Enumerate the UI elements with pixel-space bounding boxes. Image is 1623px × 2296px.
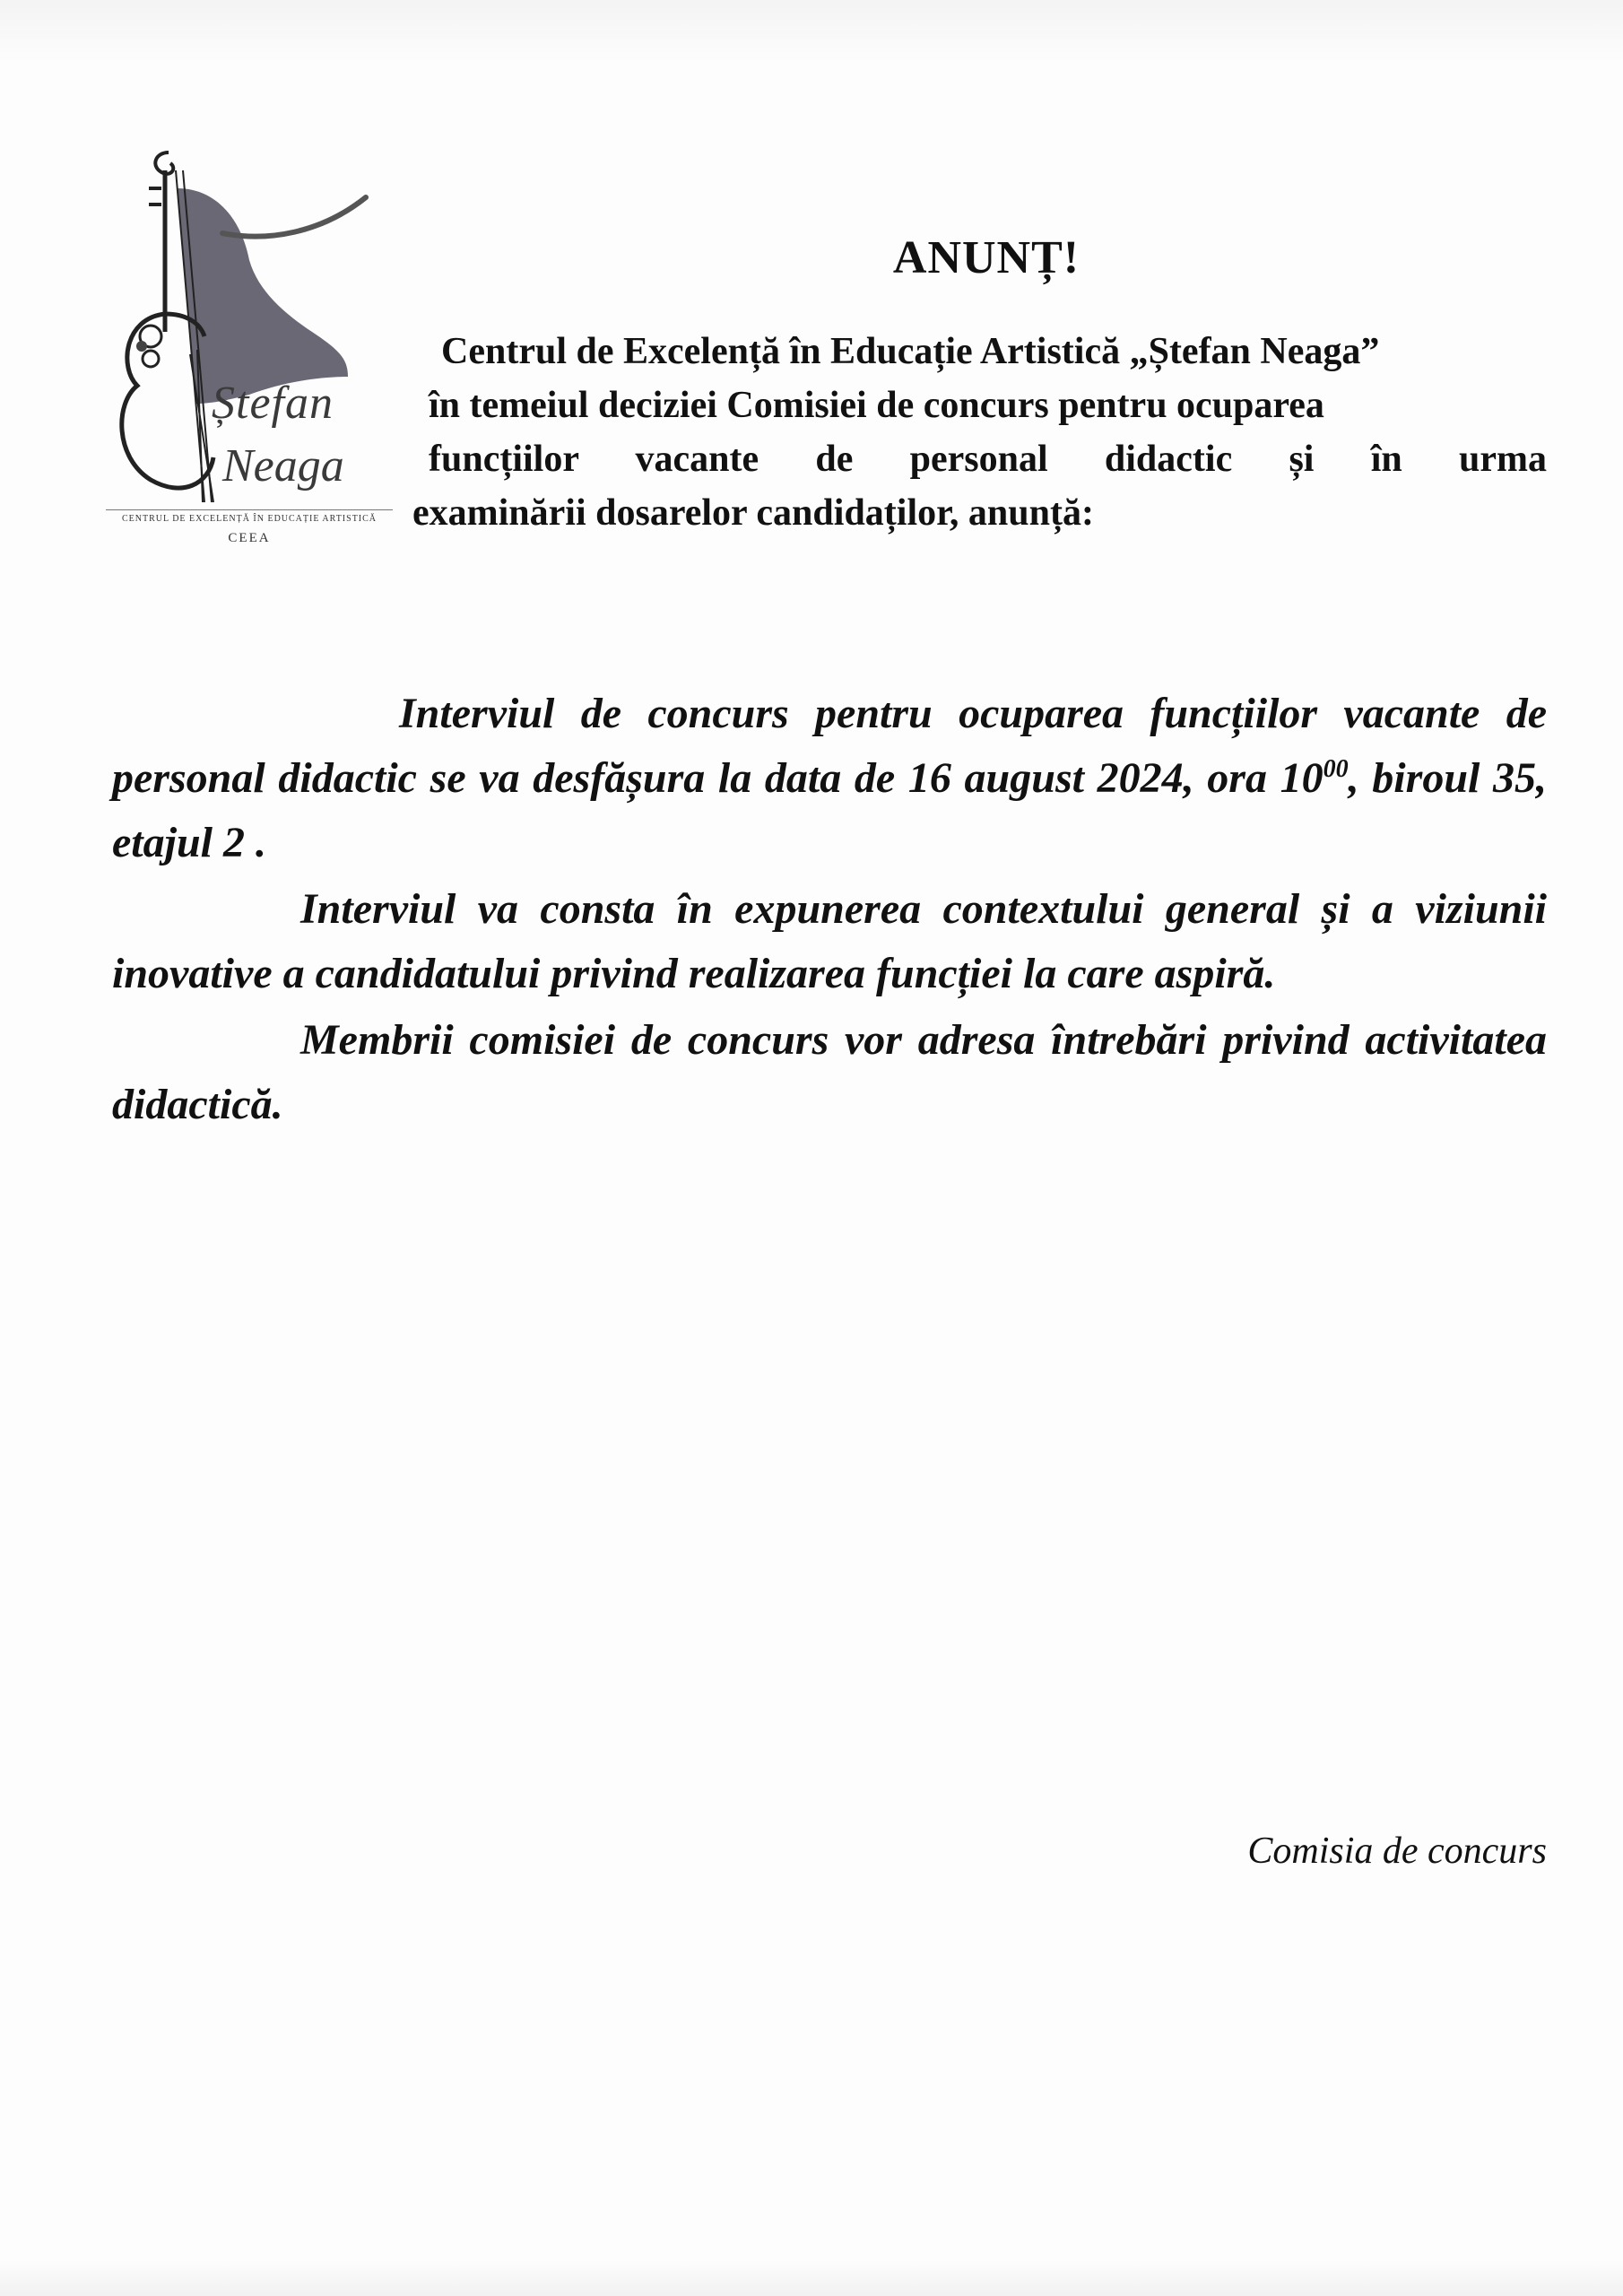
dancer-arm-icon <box>222 197 366 237</box>
logo-abbreviation: CEEA <box>228 531 271 545</box>
interview-location-text: , biroul 35, etajul 2 . <box>112 754 1548 866</box>
announcement-intro <box>412 325 1547 540</box>
scan-edge-bottom <box>0 2260 1623 2296</box>
time-superscript: 00 <box>1323 755 1349 783</box>
logo-name-second: Neaga <box>222 440 344 491</box>
scan-edge-top <box>0 0 1623 63</box>
commission-questions-paragraph: Membrii comisiei de concurs vor adresa întrebări privind activitatea didactică. <box>112 1016 1547 1128</box>
interview-date-text: Interviul de concurs pentru ocuparea funcțiilor vacante de personal didactic se va desfășura la data de 16 august 2024, ora 10 <box>112 690 1547 802</box>
institution-logo <box>106 135 393 556</box>
intro-line: examinării dosarelor candidaților, anunță: <box>412 492 1094 534</box>
signature: Comisia de concurs <box>1247 1831 1547 1872</box>
announcement-title: ANUNȚ! <box>892 232 1081 283</box>
logo-name-first: Ștefan <box>212 378 334 429</box>
intro-line: Centrul de Excelență în Educație Artistică „Ștefan Neaga” <box>441 331 1380 372</box>
interview-content-paragraph: Interviul va consta în expunerea contextului general și a viziunii inovative a candidatului privind realizarea funcției la care aspiră. <box>112 885 1547 997</box>
interview-date-paragraph <box>112 682 1547 875</box>
dancer-head-icon <box>206 215 224 233</box>
intro-line: funcțiilor vacante de personal didactic și în urma <box>429 439 1547 480</box>
intro-line: în temeiul deciziei Comisiei de concurs pentru ocuparea <box>429 385 1324 426</box>
announcement-body <box>112 682 1547 1139</box>
logo-caption: CENTRUL DE EXCELENȚĂ ÎN EDUCAȚIE ARTISTICĂ <box>106 509 393 524</box>
